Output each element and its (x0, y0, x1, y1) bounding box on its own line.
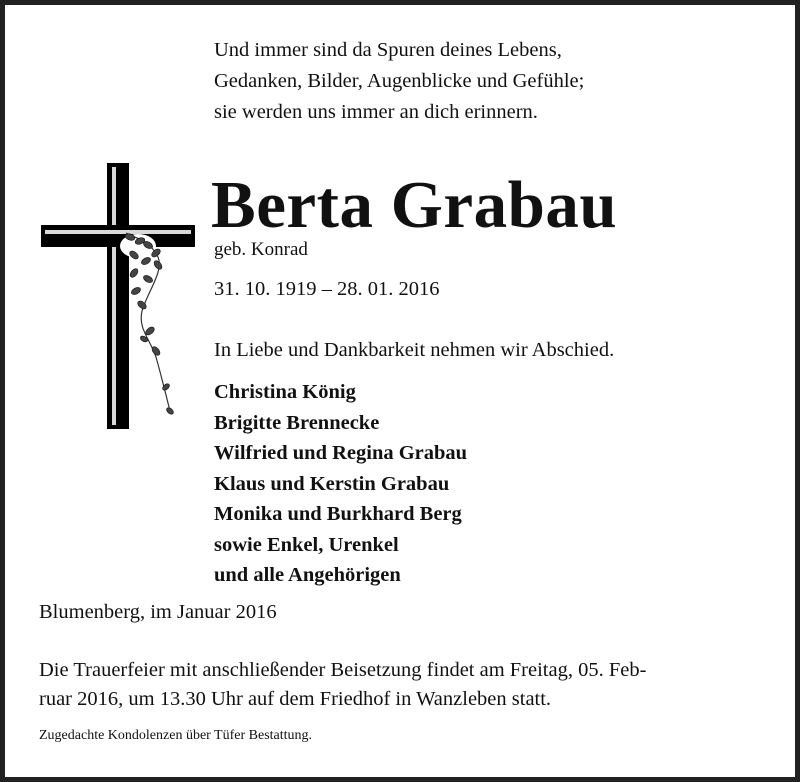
mourners-list (214, 377, 467, 591)
birth-name: geb. Konrad (214, 239, 308, 260)
condolences-note: Zugedachte Kondolenzen über Tüfer Bestattung. (39, 728, 313, 743)
mourner-name: Wilfried und Regina Grabau (214, 442, 468, 464)
life-dates: 31. 10. 1919 – 28. 01. 2016 (214, 278, 440, 300)
poem-line: Gedanken, Bilder, Augenblicke und Gefühle; (214, 70, 585, 92)
deceased-name: Berta Grabau (211, 168, 618, 242)
poem-line: Und immer sind da Spuren deines Lebens, (214, 39, 562, 61)
mourner-name: Klaus und Kerstin Grabau (214, 472, 450, 495)
mourner-name: und alle Angehörigen (214, 564, 401, 586)
poem-line: sie werden uns immer an dich erinnern. (214, 101, 538, 123)
service-info (39, 656, 646, 714)
place-date: Blumenberg, im Januar 2016 (39, 601, 277, 623)
service-line: Die Trauerfeier mit anschließender Beisetzung findet am Freitag, 05. Feb- (39, 659, 647, 681)
mourner-name: Brigitte Brennecke (214, 411, 380, 434)
mourner-name: sowie Enkel, Urenkel (214, 533, 399, 556)
mourner-name: Monika und Burkhard Berg (214, 503, 462, 525)
mourner-name: Christina König (214, 381, 356, 403)
cross-with-leaves-icon (38, 161, 198, 431)
farewell-text: In Liebe und Dankbarkeit nehmen wir Abschied. (214, 339, 615, 361)
service-line: ruar 2016, um 13.30 Uhr auf dem Friedhof in Wanzleben statt. (39, 688, 552, 710)
poem (214, 35, 584, 128)
